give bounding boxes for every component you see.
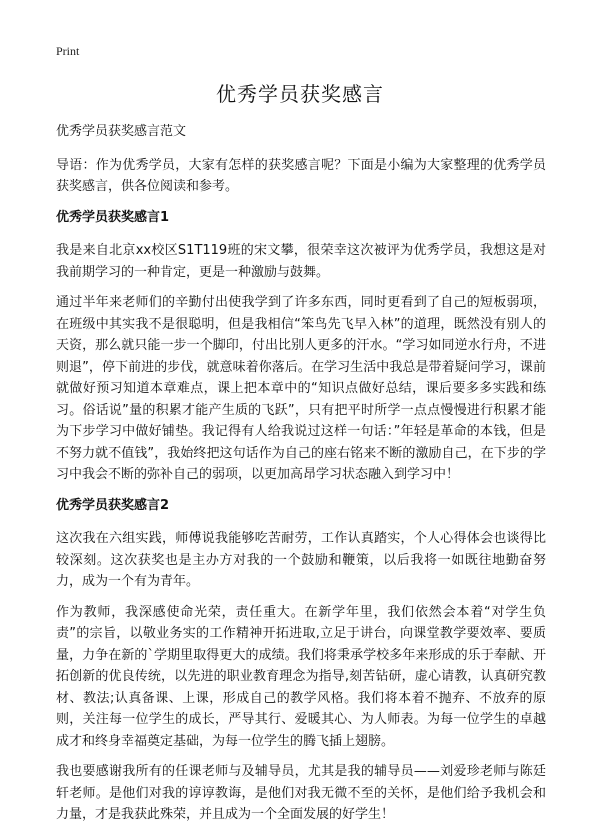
- section-heading-2: 优秀学员获奖感言2: [56, 497, 170, 513]
- section-heading-1: 优秀学员获奖感言1: [56, 209, 170, 225]
- section-1-paragraph-2: 通过半年来老师们的辛勤付出使我学到了许多东西，同时更看到了自己的短板弱项，在班级中其实我不是很聪明，但是我相信“笨鸟先飞早入林”的道理，既然没有别人的天资，那么就只能一步一个脚印，付出比别人更多的汗水。“学习如同逆水行舟，不进则退”，停下前进的步伐，就意味着你落后。在学习生活中我总是带着疑问学习，课前就做好预习知道本章难点，课上把本章中的“知识点做好总结，课后要多多实践和练习。俗话说”量的积累才能产生质的飞跃”，只有把平时所学一点点慢慢进行积累才能为下步学习中做好铺垫。我记得有人给我说过这样一句话：”年轻是革命的本钱，但是不努力就不值钱”，我始终把这句话作为自己的座右铭来不断的激励自己，在下步的学习中我会不断的弥补自己的弱项，以更加高昂学习状态融入到学习中！: [56, 295, 546, 482]
- section-2-paragraph-3: 我也要感谢我所有的任课老师与及辅导员，尤其是我的辅导员——刘爱珍老师与陈廷轩老师。是他们对我的谆谆教诲，是他们对我无微不至的关怀，是他们给予我机会和力量，才是我获此殊荣，并且成为一个全面发展的好学生！: [56, 764, 546, 822]
- article-subtitle: 优秀学员获奖感言范文: [56, 124, 187, 139]
- section-2-paragraph-1: 这次我在六组实践，师傅说我能够吃苦耐劳，工作认真踏实，个人心得体会也谈得比较深刻。这次获奖也是主办方对我的一个鼓励和鞭策，以后我将一如既往地勤奋努力，成为一个有为青年。: [56, 531, 546, 589]
- intro-paragraph: 导语：作为优秀学员，大家有怎样的获奖感言呢？下面是小编为大家整理的优秀学员获奖感言，供各位阅读和参考。: [56, 157, 546, 194]
- article-body: [56, 121, 546, 835]
- page-title: 优秀学员获奖感言: [216, 82, 384, 106]
- print-label[interactable]: Print: [56, 44, 80, 58]
- section-2-paragraph-2: 作为教师，我深感使命光荣，责任重大。在新学年里，我们依然会本着“对学生负责”的宗旨，以敬业务实的工作精神开拓进取,立足于讲台，向课堂教学要效率、要质量，力争在新的`学期里取得更大的成绩。我们将秉承学校多年来形成的乐于奉献、开拓创新的优良传统，以先进的职业教育理念为指导,刻苦钻研，虚心请教，认真研究教材、教法;认真备课、上课，形成自己的教学风格。我们将本着不抛弃、不放弃的原则，关注每一位学生的成长，严导其行、爱暖其心、为人师表。为每一位学生的卓越成才和终身幸福奠定基础，为每一位学生的腾飞插上翅膀。: [56, 604, 546, 749]
- section-1-paragraph-1: 我是来自北京xx校区S1T119班的宋文攀，很荣幸这次被评为优秀学员，我想这是对我前期学习的一种肯定，更是一种激励与鼓舞。: [56, 243, 546, 280]
